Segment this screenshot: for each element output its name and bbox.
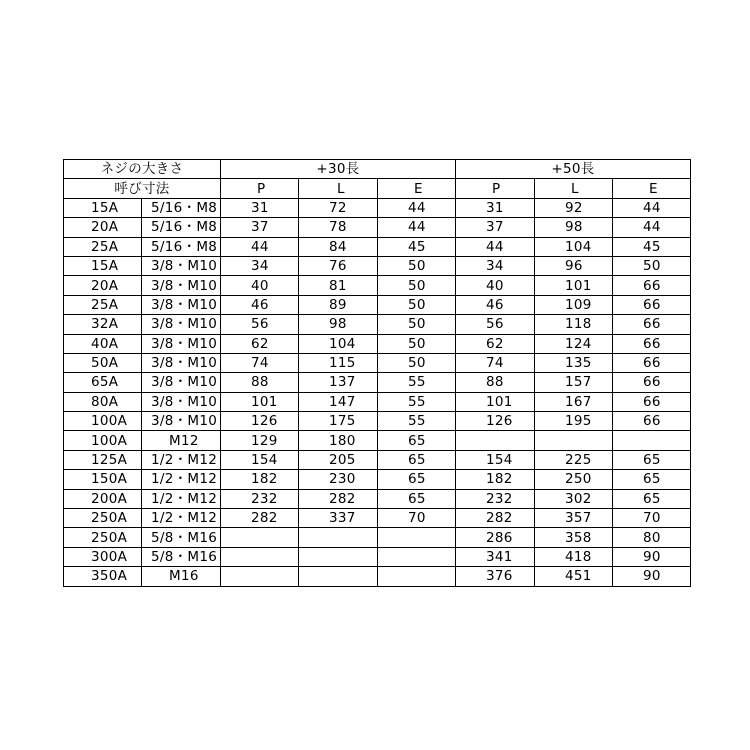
cell-p50: 56 <box>456 315 535 334</box>
cell-l50: 250 <box>535 470 613 489</box>
table-row <box>64 489 691 508</box>
cell-e30: 44 <box>378 198 456 217</box>
header-group-30: +30長 <box>221 160 456 179</box>
cell-p30 <box>221 567 299 586</box>
cell-e50: 65 <box>613 489 691 508</box>
cell-bolt: 1/2・M12 <box>142 489 221 508</box>
cell-bolt: M12 <box>142 431 221 450</box>
table-row <box>64 218 691 237</box>
cell-p30: 101 <box>221 392 299 411</box>
cell-p50: 376 <box>456 567 535 586</box>
cell-size: 300A <box>64 547 142 566</box>
cell-l30: 76 <box>299 256 378 275</box>
cell-p50: 37 <box>456 218 535 237</box>
cell-l50: 302 <box>535 489 613 508</box>
cell-p50: 282 <box>456 509 535 528</box>
cell-p30: 126 <box>221 412 299 431</box>
cell-e50 <box>613 431 691 450</box>
cell-size: 150A <box>64 470 142 489</box>
cell-bolt: 3/8・M10 <box>142 353 221 372</box>
cell-l30: 230 <box>299 470 378 489</box>
cell-l50: 124 <box>535 334 613 353</box>
cell-p50: 182 <box>456 470 535 489</box>
cell-e50: 44 <box>613 218 691 237</box>
cell-bolt: 3/8・M10 <box>142 276 221 295</box>
header-group-50: +50長 <box>456 160 691 179</box>
cell-e30: 50 <box>378 353 456 372</box>
cell-bolt: 1/2・M12 <box>142 509 221 528</box>
cell-e50: 50 <box>613 256 691 275</box>
cell-p30: 282 <box>221 509 299 528</box>
cell-l50: 135 <box>535 353 613 372</box>
cell-p30: 74 <box>221 353 299 372</box>
cell-p30: 40 <box>221 276 299 295</box>
cell-p30: 37 <box>221 218 299 237</box>
header-e50: E <box>613 179 691 198</box>
cell-bolt: 3/8・M10 <box>142 315 221 334</box>
table-row <box>64 567 691 586</box>
cell-e50: 70 <box>613 509 691 528</box>
cell-l30: 205 <box>299 450 378 469</box>
table-row <box>64 373 691 392</box>
cell-l30 <box>299 567 378 586</box>
cell-l50: 451 <box>535 567 613 586</box>
cell-p50: 44 <box>456 237 535 256</box>
cell-p50 <box>456 431 535 450</box>
cell-bolt: 3/8・M10 <box>142 392 221 411</box>
cell-bolt: 5/16・M8 <box>142 218 221 237</box>
header-p30: P <box>221 179 299 198</box>
cell-p50: 232 <box>456 489 535 508</box>
cell-size: 25A <box>64 237 142 256</box>
cell-p30: 46 <box>221 295 299 314</box>
cell-l30: 147 <box>299 392 378 411</box>
cell-bolt: 1/2・M12 <box>142 450 221 469</box>
cell-p30: 182 <box>221 470 299 489</box>
cell-size: 80A <box>64 392 142 411</box>
cell-p50: 88 <box>456 373 535 392</box>
cell-p30 <box>221 528 299 547</box>
cell-l30 <box>299 547 378 566</box>
cell-p30: 232 <box>221 489 299 508</box>
table-row <box>64 470 691 489</box>
cell-l50: 101 <box>535 276 613 295</box>
cell-bolt: 5/8・M16 <box>142 528 221 547</box>
table-row <box>64 528 691 547</box>
table-row <box>64 547 691 566</box>
cell-p50: 46 <box>456 295 535 314</box>
cell-l30: 282 <box>299 489 378 508</box>
cell-size: 100A <box>64 431 142 450</box>
cell-e50: 44 <box>613 198 691 217</box>
cell-e30: 44 <box>378 218 456 237</box>
header-e30: E <box>378 179 456 198</box>
header-l50: L <box>535 179 613 198</box>
cell-l50: 358 <box>535 528 613 547</box>
table-row <box>64 295 691 314</box>
header-row-2 <box>64 179 691 198</box>
spec-table <box>63 159 691 587</box>
cell-e30: 45 <box>378 237 456 256</box>
header-size: ネジの大きさ <box>64 160 221 179</box>
cell-e30: 65 <box>378 431 456 450</box>
cell-size: 25A <box>64 295 142 314</box>
cell-p50: 154 <box>456 450 535 469</box>
cell-l50: 195 <box>535 412 613 431</box>
cell-p50: 341 <box>456 547 535 566</box>
cell-l30: 180 <box>299 431 378 450</box>
cell-p50: 74 <box>456 353 535 372</box>
cell-p30: 129 <box>221 431 299 450</box>
cell-e50: 45 <box>613 237 691 256</box>
cell-size: 20A <box>64 276 142 295</box>
cell-bolt: 5/16・M8 <box>142 237 221 256</box>
cell-e50: 90 <box>613 547 691 566</box>
cell-p50: 34 <box>456 256 535 275</box>
cell-e30: 50 <box>378 334 456 353</box>
cell-p30: 31 <box>221 198 299 217</box>
cell-l30 <box>299 528 378 547</box>
cell-size: 15A <box>64 198 142 217</box>
cell-l50: 96 <box>535 256 613 275</box>
cell-size: 200A <box>64 489 142 508</box>
cell-bolt: 1/2・M12 <box>142 470 221 489</box>
cell-l50 <box>535 431 613 450</box>
cell-e50: 66 <box>613 276 691 295</box>
cell-e50: 65 <box>613 470 691 489</box>
cell-e30: 55 <box>378 412 456 431</box>
cell-p50: 126 <box>456 412 535 431</box>
table-row <box>64 276 691 295</box>
cell-size: 50A <box>64 353 142 372</box>
cell-l50: 418 <box>535 547 613 566</box>
cell-size: 40A <box>64 334 142 353</box>
cell-e50: 66 <box>613 334 691 353</box>
cell-p50: 286 <box>456 528 535 547</box>
cell-size: 20A <box>64 218 142 237</box>
cell-e50: 66 <box>613 392 691 411</box>
cell-l30: 115 <box>299 353 378 372</box>
cell-l30: 78 <box>299 218 378 237</box>
header-row-1 <box>64 160 691 179</box>
cell-bolt: 5/8・M16 <box>142 547 221 566</box>
cell-l50: 109 <box>535 295 613 314</box>
cell-size: 15A <box>64 256 142 275</box>
cell-e30: 55 <box>378 392 456 411</box>
cell-bolt: 3/8・M10 <box>142 412 221 431</box>
cell-size: 250A <box>64 509 142 528</box>
cell-l50: 104 <box>535 237 613 256</box>
cell-l50: 357 <box>535 509 613 528</box>
cell-e50: 66 <box>613 373 691 392</box>
cell-e30: 50 <box>378 256 456 275</box>
cell-l30: 72 <box>299 198 378 217</box>
cell-e30: 65 <box>378 470 456 489</box>
table-row <box>64 256 691 275</box>
cell-l30: 337 <box>299 509 378 528</box>
cell-e30: 50 <box>378 295 456 314</box>
table-row <box>64 412 691 431</box>
cell-p50: 31 <box>456 198 535 217</box>
cell-e30: 65 <box>378 489 456 508</box>
header-l30: L <box>299 179 378 198</box>
cell-l30: 84 <box>299 237 378 256</box>
table-row <box>64 315 691 334</box>
cell-p50: 62 <box>456 334 535 353</box>
cell-l50: 118 <box>535 315 613 334</box>
cell-e30: 50 <box>378 315 456 334</box>
cell-p30 <box>221 547 299 566</box>
cell-l30: 137 <box>299 373 378 392</box>
cell-l50: 92 <box>535 198 613 217</box>
cell-l30: 98 <box>299 315 378 334</box>
cell-p50: 101 <box>456 392 535 411</box>
cell-p30: 62 <box>221 334 299 353</box>
cell-size: 250A <box>64 528 142 547</box>
cell-l30: 104 <box>299 334 378 353</box>
cell-bolt: 3/8・M10 <box>142 334 221 353</box>
cell-e50: 90 <box>613 567 691 586</box>
table-row <box>64 353 691 372</box>
header-p50: P <box>456 179 535 198</box>
cell-l50: 157 <box>535 373 613 392</box>
cell-p30: 154 <box>221 450 299 469</box>
cell-e30 <box>378 547 456 566</box>
cell-size: 350A <box>64 567 142 586</box>
cell-bolt: 3/8・M10 <box>142 373 221 392</box>
table-row <box>64 334 691 353</box>
cell-e50: 80 <box>613 528 691 547</box>
cell-e30: 55 <box>378 373 456 392</box>
table-row <box>64 198 691 217</box>
cell-size: 65A <box>64 373 142 392</box>
cell-e30 <box>378 528 456 547</box>
table-row <box>64 431 691 450</box>
cell-e50: 66 <box>613 295 691 314</box>
cell-bolt: 3/8・M10 <box>142 295 221 314</box>
cell-p30: 88 <box>221 373 299 392</box>
cell-e30: 50 <box>378 276 456 295</box>
cell-bolt: M16 <box>142 567 221 586</box>
cell-l30: 89 <box>299 295 378 314</box>
table-row <box>64 509 691 528</box>
cell-e50: 65 <box>613 450 691 469</box>
cell-l50: 225 <box>535 450 613 469</box>
table-row <box>64 392 691 411</box>
cell-l50: 167 <box>535 392 613 411</box>
cell-e30: 65 <box>378 450 456 469</box>
cell-size: 100A <box>64 412 142 431</box>
table-body <box>64 198 691 586</box>
table-header <box>64 160 691 199</box>
table-row <box>64 450 691 469</box>
cell-e30: 70 <box>378 509 456 528</box>
cell-l30: 81 <box>299 276 378 295</box>
cell-p30: 44 <box>221 237 299 256</box>
cell-p30: 34 <box>221 256 299 275</box>
cell-p30: 56 <box>221 315 299 334</box>
cell-e50: 66 <box>613 315 691 334</box>
cell-e50: 66 <box>613 353 691 372</box>
table-row <box>64 237 691 256</box>
cell-l30: 175 <box>299 412 378 431</box>
cell-p50: 40 <box>456 276 535 295</box>
cell-bolt: 3/8・M10 <box>142 256 221 275</box>
cell-e50: 66 <box>613 412 691 431</box>
cell-l50: 98 <box>535 218 613 237</box>
cell-bolt: 5/16・M8 <box>142 198 221 217</box>
header-nominal: 呼び寸法 <box>64 179 221 198</box>
cell-e30 <box>378 567 456 586</box>
cell-size: 125A <box>64 450 142 469</box>
cell-size: 32A <box>64 315 142 334</box>
